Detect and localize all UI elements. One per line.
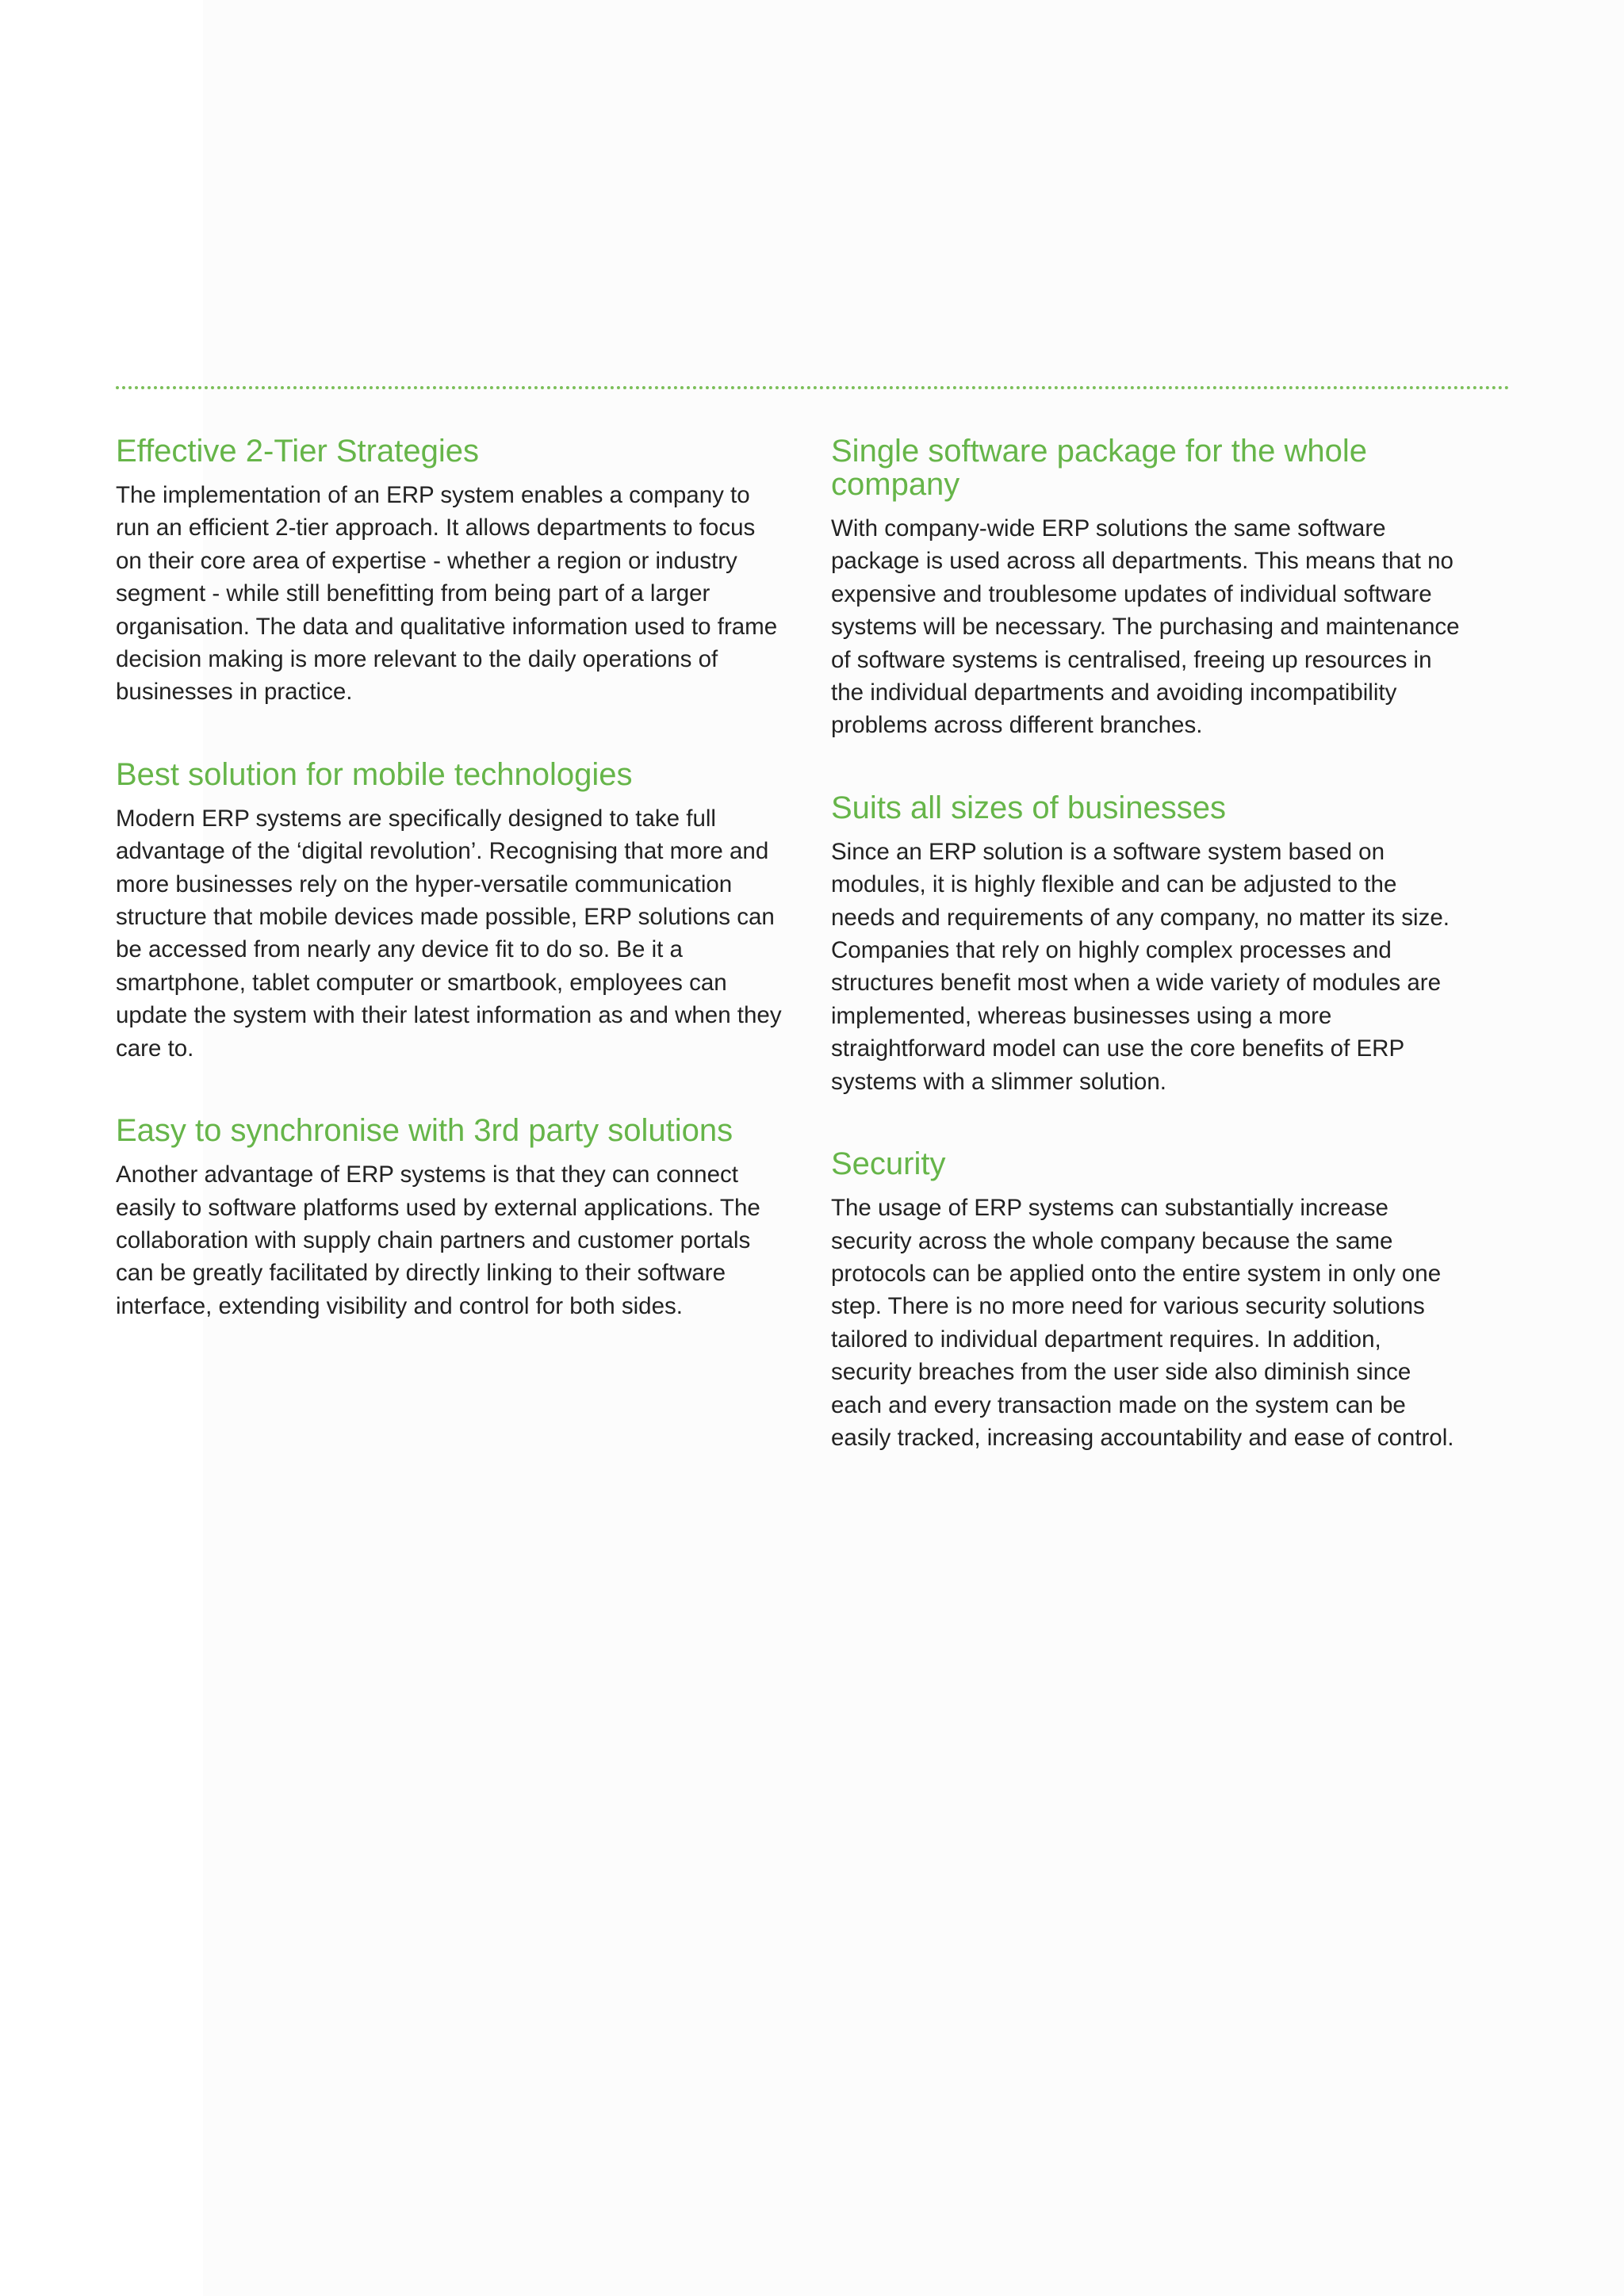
section-body: The usage of ERP systems can substantially increase security across the whole company because the same protocols can be applied onto the entire system in only one step. There is no more need for various security solutions tailored to individual department requires. In addition, security breaches from the user side also diminish since each and every transaction made on the system can be easily tracked, increasing accountability and ease of control. — [831, 1195, 1454, 1451]
section-single-software-package — [831, 434, 1465, 742]
section-mobile-technologies — [116, 758, 782, 1065]
section-third-party-sync — [116, 1114, 782, 1322]
section-body: Since an ERP solution is a software system based on modules, it is highly flexible and can be adjusted to the needs and requirements of any company, no matter its size. Companies that rely on highly complex processes and structures benefit most when a wide variety of modules are implemented, whereas businesses using a more straightforward model can use the core benefits of ERP systems with a slimmer solution. — [831, 838, 1450, 1095]
dotted-divider — [116, 386, 1510, 389]
section-all-business-sizes — [831, 791, 1465, 1098]
section-heading: Security — [831, 1146, 946, 1182]
section-heading: Suits all sizes of businesses — [831, 790, 1227, 825]
section-body: Another advantage of ERP systems is that they can connect easily to software platforms used by external applications. The collaboration with supply chain partners and customer portals can be greatly facilitated by directly linking to their software interface, extending visibility and control for both sides. — [116, 1161, 760, 1319]
section-body: Modern ERP systems are specifically designed to take full advantage of the ‘digital revolution’. Recognising that more and more businesses rely on the hyper-versatile communication structure that mobile devices made possible, ERP solutions can be accessed from nearly any device fit to do so. Be it a smartphone, tablet computer or smartbook, employees can update the system with their latest information as and when they care to. — [116, 805, 782, 1062]
section-heading: Best solution for mobile technologies — [116, 756, 633, 792]
section-heading: Easy to synchronise with 3rd party solutions — [116, 1113, 733, 1149]
section-heading: Effective 2-Tier Strategies — [116, 434, 479, 469]
section-security — [831, 1147, 1465, 1454]
section-heading: Single software package for the whole company — [831, 434, 1367, 502]
right-column — [831, 434, 1465, 1503]
section-body: With company-wide ERP solutions the same software package is used across all departments. This means that no expensive and troublesome updates of individual software systems will be necessary. The purchasing and maintenance of software systems is centralised, freeing up resources in the individual departments and avoiding incompatibility problems across different branches. — [831, 515, 1460, 739]
section-two-tier-strategies — [116, 434, 782, 709]
left-column — [116, 434, 782, 1372]
section-body: The implementation of an ERP system enables a company to run an efficient 2-tier approach. It allows departments to focus on their core area of expertise - whether a region or industry segment - while still benefitting from being part of a larger organisation. The data and qualitative information used to frame decision making is more relevant to the daily operations of businesses in practice. — [116, 482, 778, 706]
